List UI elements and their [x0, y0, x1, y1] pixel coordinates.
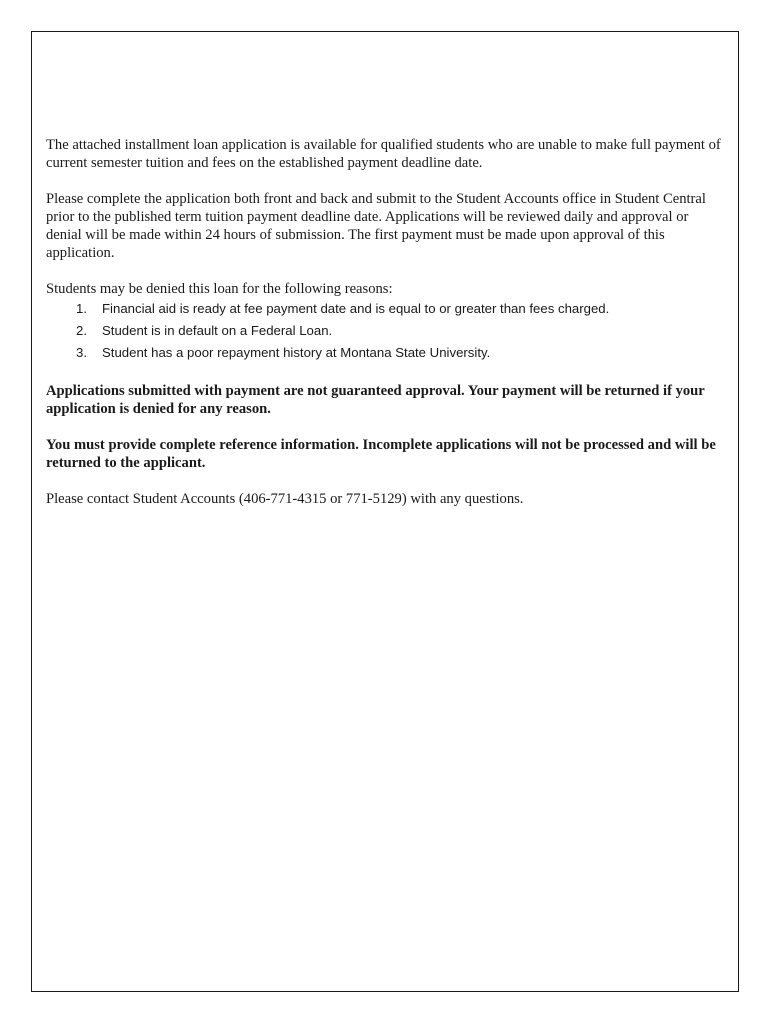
list-item-text: Financial aid is ready at fee payment date and is equal to or greater than fees charged. — [102, 301, 610, 316]
reasons-list — [46, 298, 726, 364]
list-item-number: 2. — [76, 323, 87, 338]
list-item-text: Student is in default on a Federal Loan. — [102, 323, 333, 338]
reference-warning: You must provide complete reference information. Incomplete applications will not be processed and will be returned to the applicant. — [46, 437, 716, 471]
list-item — [46, 342, 726, 364]
list-item — [46, 320, 726, 342]
contact-paragraph: Please contact Student Accounts (406-771-4315 or 771-5129) with any questions. — [46, 491, 524, 507]
list-item-number: 1. — [76, 301, 87, 316]
payment-warning: Applications submitted with payment are not guaranteed approval. Your payment will be returned if your application is denied for any reason. — [46, 383, 705, 417]
instructions-paragraph: Please complete the application both front and back and submit to the Student Accounts office in Student Central prior to the published term tuition payment deadline date. Applications will be reviewed daily and approval or denial will be made within 24 hours of submission. The first payment must be made upon approval of this application. — [46, 191, 706, 261]
page-border — [31, 31, 739, 992]
list-item-number: 3. — [76, 345, 87, 360]
list-item — [46, 298, 726, 320]
intro-paragraph: The attached installment loan application is available for qualified students who are unable to make full payment of current semester tuition and fees on the established payment deadline date. — [46, 137, 721, 171]
list-item-text: Student has a poor repayment history at Montana State University. — [102, 345, 491, 360]
reasons-intro: Students may be denied this loan for the following reasons: — [46, 281, 393, 297]
document-body — [46, 136, 726, 526]
